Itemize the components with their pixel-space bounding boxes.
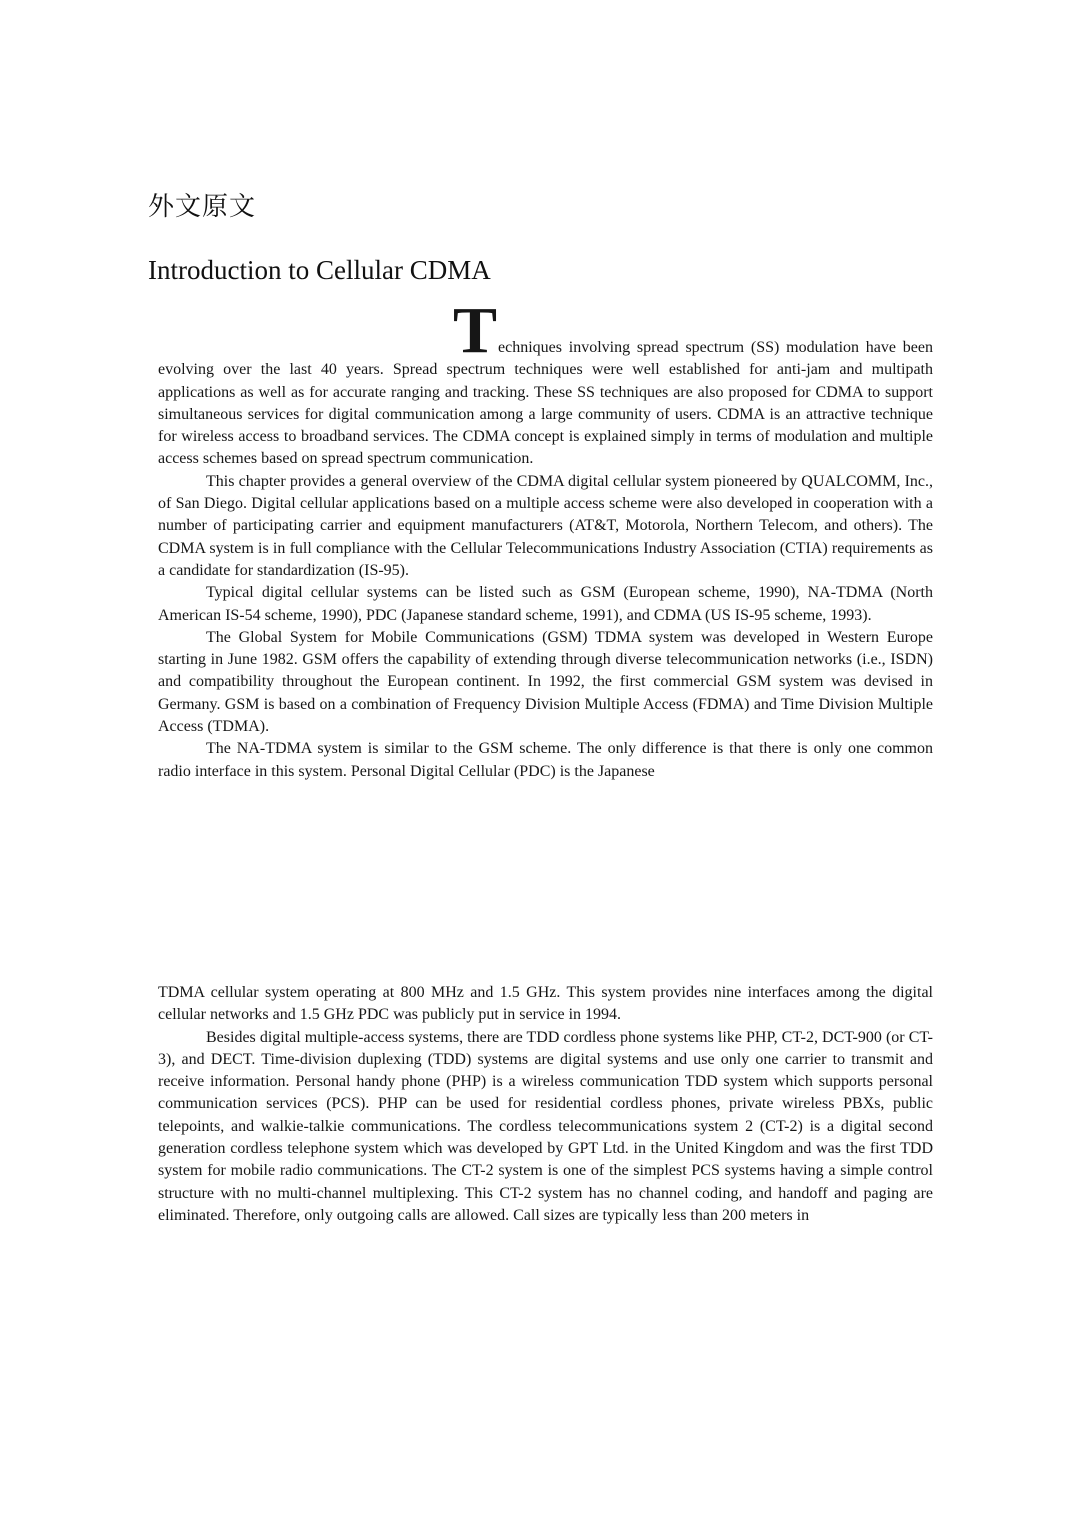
- paragraph-5: The NA-TDMA system is similar to the GSM scheme. The only difference is that there is only one common radio interface in this system. Personal Digital Cellular (PDC) is the Japanese: [158, 740, 933, 780]
- paragraph-1: [158, 294, 933, 471]
- paragraph-6: TDMA cellular system operating at 800 MHz and 1.5 GHz. This system provides nine interfaces among the digital cellular networks and 1.5 GHz PDC was publicly put in service in 1994.: [158, 984, 933, 1024]
- paragraph-3: Typical digital cellular systems can be listed such as GSM (European scheme, 1990), NA-TDMA (North American IS-54 scheme, 1990), PDC (Japanese standard scheme, 1991), and CDMA (US IS-95 scheme, 1993).: [158, 584, 933, 624]
- chapter-title: Introduction to Cellular CDMA: [148, 255, 491, 285]
- paragraph-7: Besides digital multiple-access systems, there are TDD cordless phone systems like PHP, CT-2, DCT-900 (or CT-3), and DECT. Time-division duplexing (TDD) systems are digital systems and use only one carrier to transmit and receive information. Personal handy phone (PHP) is a wireless communication TDD system which supports personal communication services (PCS). PHP can be used for residential cordless phones, private wireless PBXs, public telepoints, and walkie-talkie communications. The cordless telecommunications system 2 (CT-2) is a digital second generation cordless telephone system which was developed by GPT Ltd. in the United Kingdom and was the first TDD system for mobile radio communications. The CT-2 system is one of the simplest PCS systems having a simple control structure with no multi-channel multiplexing. This CT-2 system has no channel coding, and handoff and paging are eliminated. Therefore, only outgoing calls are allowed. Call sizes are typically less than 200 meters in: [158, 1028, 933, 1224]
- body-text-upper: [158, 294, 933, 783]
- section-label: 外文原文: [148, 192, 257, 222]
- paragraph-4: The Global System for Mobile Communications (GSM) TDMA system was developed in Western Europe starting in June 1982. GSM offers the capability of extending through diverse telecommunication networks (i.e., ISDN) and compatibility throughout the European continent. In 1992, the first commercial GSM system was devised in Germany. GSM is based on a combination of Frequency Division Multiple Access (FDMA) and Time Division Multiple Access (TDMA).: [158, 628, 933, 736]
- drop-cap: T: [453, 294, 498, 367]
- paragraph-2: This chapter provides a general overview of the CDMA digital cellular system pioneered by QUALCOMM, Inc., of San Diego. Digital cellular applications based on a multiple access scheme were also developed in cooperation with a number of participating carrier and equipment manufacturers (AT&T, Motorola, Northern Telecom, and others). The CDMA system is in full compliance with the Cellular Telecommunications Industry Association (CTIA) requirements as a candidate for standardization (IS-95).: [158, 472, 933, 579]
- paragraph-1-text: echniques involving spread spectrum (SS) modulation have been evolving over the last 40 years. Spread spectrum techniques were well established for anti-jam and multipath applications as well as for accurate ranging and tracking. These SS techniques are also proposed for CDMA to support simultaneous services for digital communication among a large community of users. CDMA is an attractive technique for wireless access to broadband services. The CDMA concept is explained simply in terms of modulation and multiple access schemes based on spread spectrum communication.: [158, 339, 933, 468]
- body-text-lower: [158, 982, 933, 1227]
